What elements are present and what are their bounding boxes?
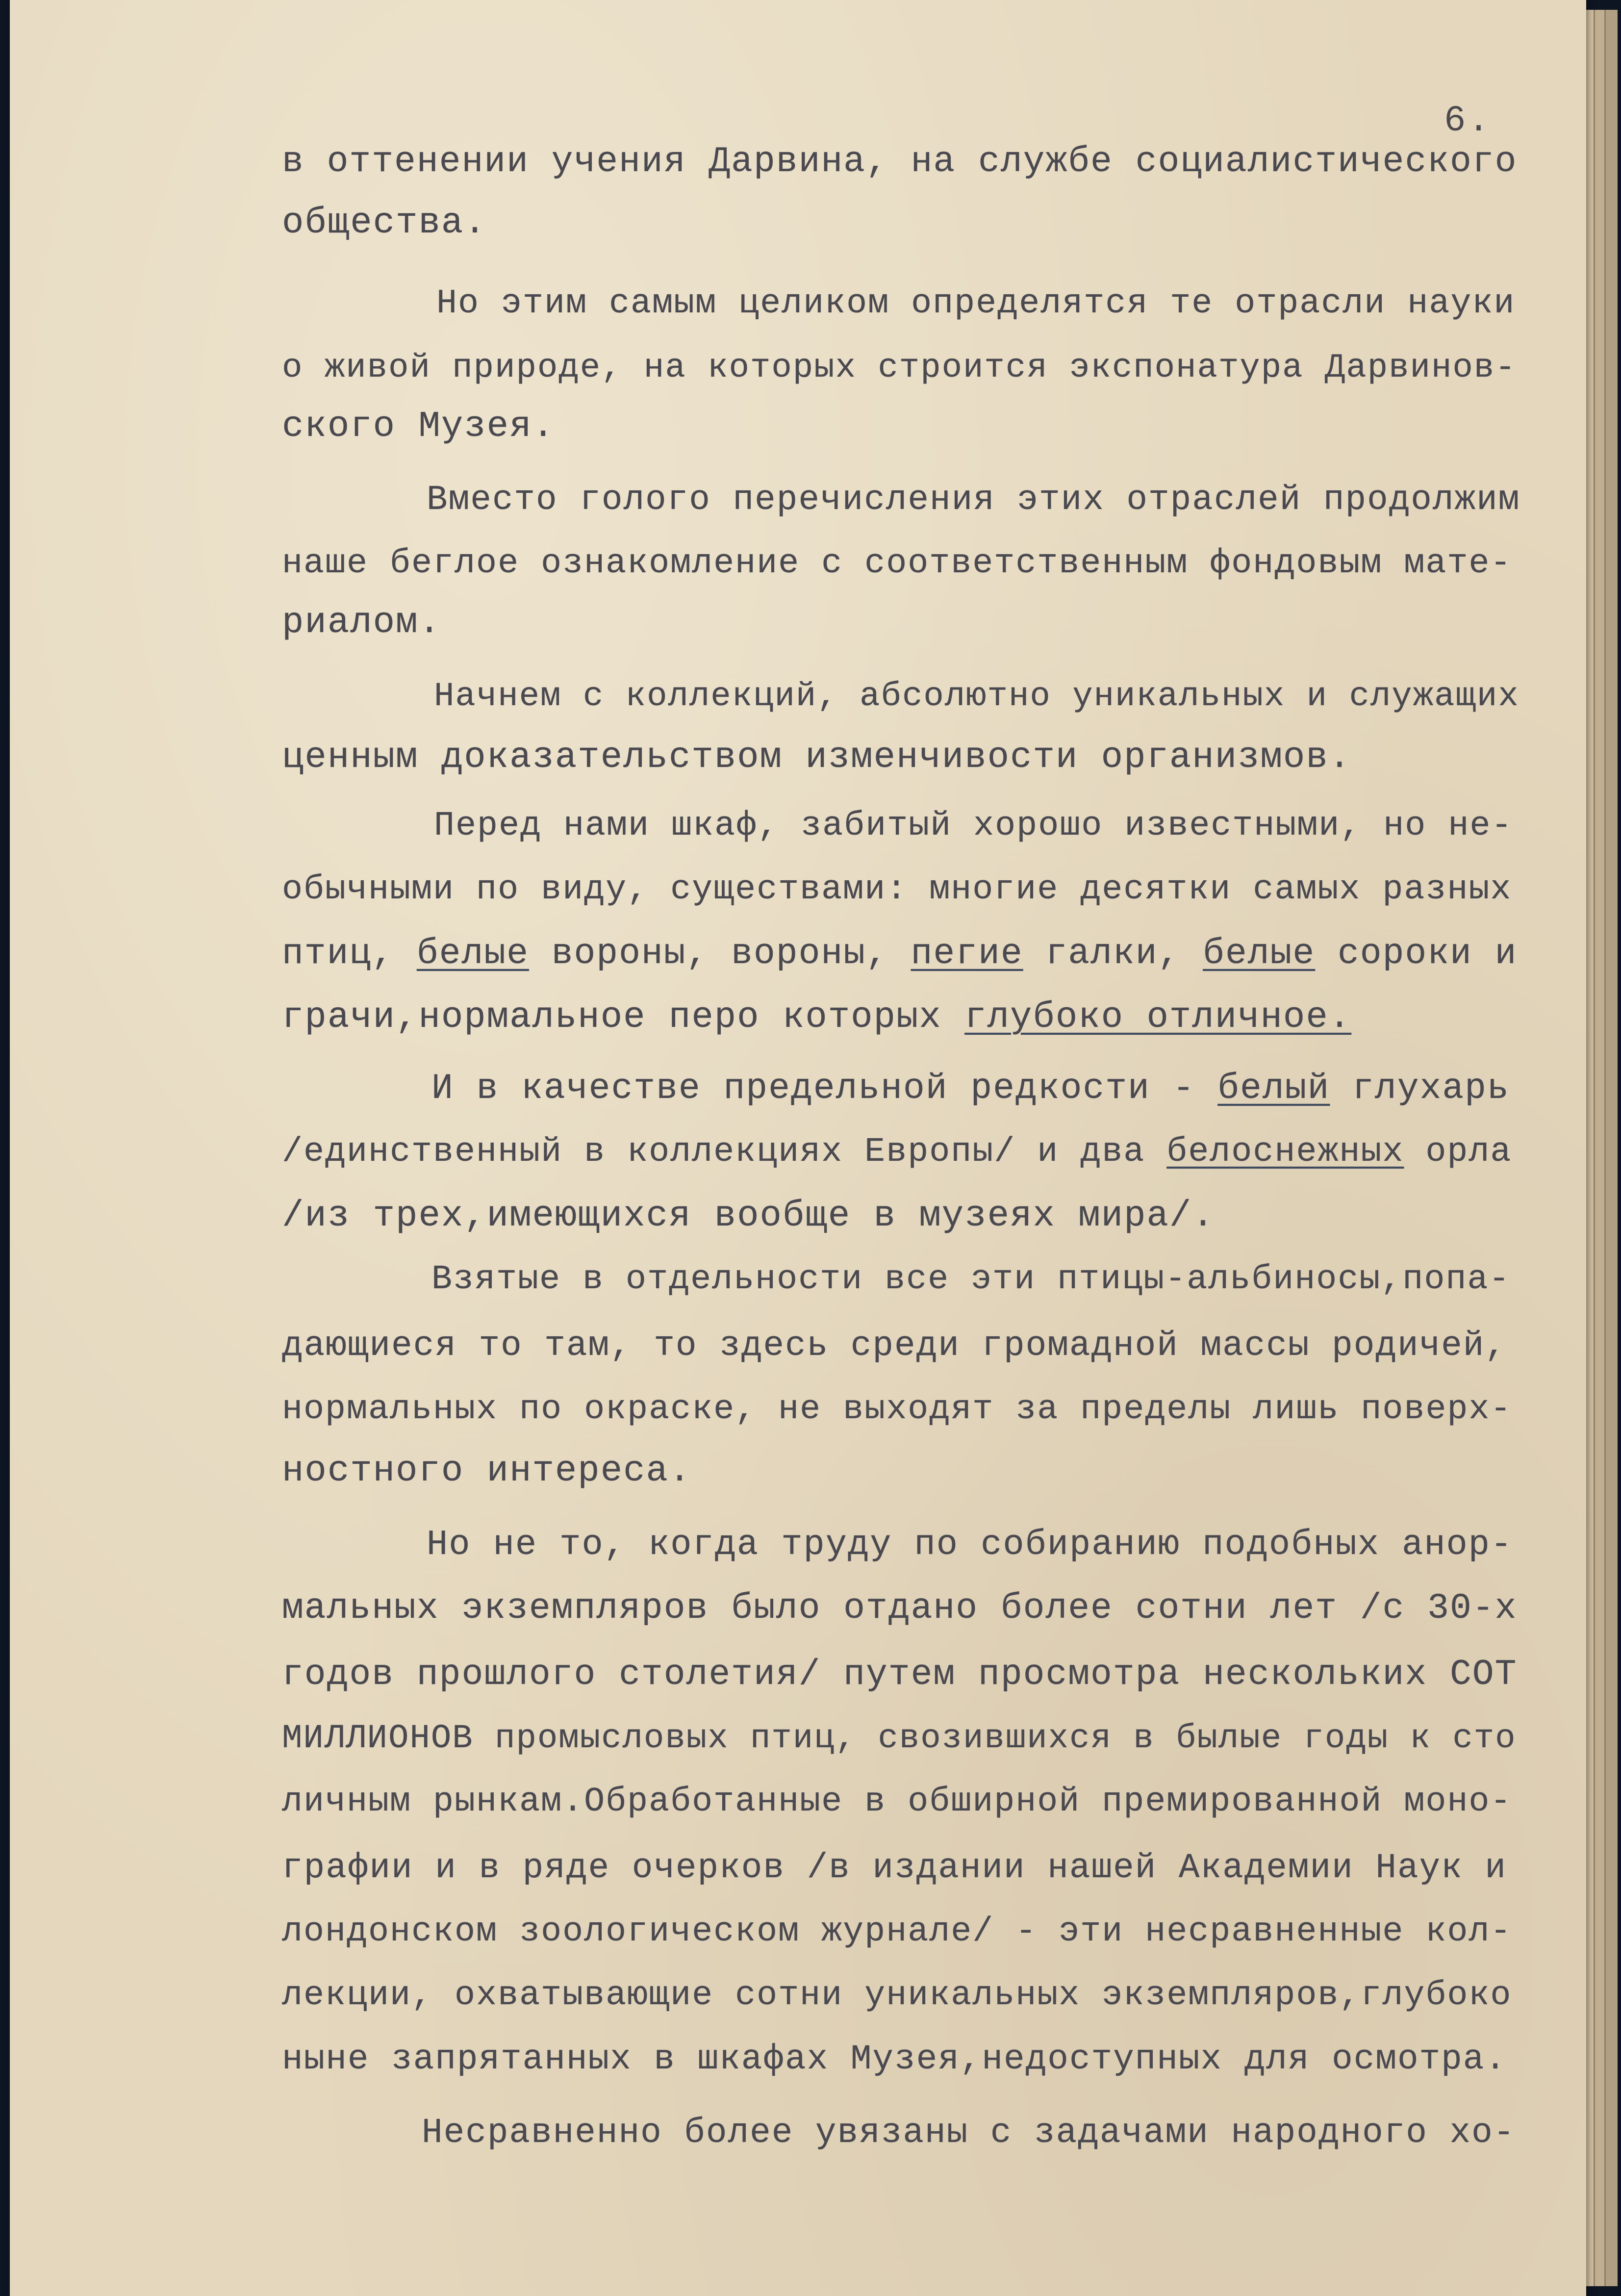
text-line: ныне запрятанных в шкафах Музея,недоступных для осмотра.	[282, 2040, 1507, 2079]
text-line: риалом.	[282, 602, 441, 643]
underlined-word: белый	[1217, 1068, 1330, 1109]
text-line: /из трех,имеющихся вообще в музеях мира/.	[282, 1196, 1215, 1237]
text-line: Несравненно более увязаны с задачами народного хо-	[422, 2114, 1516, 2153]
underlined-word: белые	[416, 933, 529, 974]
text-line: личным рынкам.Обработанные в обширной премированной моно-	[282, 1783, 1512, 1821]
text-line: /единственный в коллекциях Европы/ и два белоснежных орла	[282, 1133, 1512, 1172]
text-line: Начнем с коллекций, абсолютно уникальных и служащих	[434, 677, 1520, 715]
underlined-word: пегие	[911, 933, 1023, 974]
text-line: Вместо голого перечисления этих отраслей продолжим	[427, 481, 1520, 520]
text-line: нормальных по окраске, не выходят за пределы лишь поверх-	[282, 1390, 1512, 1429]
text-line: ностного интереса.	[282, 1451, 692, 1492]
text-line: птиц, белые вороны, вороны, пегие галки, белые сороки и	[282, 933, 1518, 974]
text-line: в оттенении учения Дарвина, на службе социалистического	[282, 141, 1518, 182]
text-line: наше беглое ознакомление с соответственным фондовым мате-	[282, 544, 1512, 583]
text-line: Но не то, когда труду по собиранию подобных анор-	[427, 1525, 1513, 1565]
text-line: обычными по виду, существами: многие десятки самых разных	[282, 870, 1512, 909]
text-line: Но этим самым целиком определятся те отрасли науки	[436, 284, 1516, 323]
text-line: ского Музея.	[282, 406, 555, 447]
text-line: Взятые в отдельности все эти птицы-альбиносы,попа-	[431, 1260, 1511, 1299]
page-edge-front	[1604, 10, 1618, 2286]
underlined-word: белые	[1203, 933, 1316, 974]
text-line: мальных экземпляров было отдано более сотни лет /с 30-х	[282, 1588, 1518, 1629]
text-line: лекции, охватывающие сотни уникальных экземпляров,глубоко	[282, 1976, 1512, 2015]
text-line: Перед нами шкаф, забитый хорошо известными, но не-	[434, 807, 1513, 845]
text-line: о живой природе, на которых строится экспонатура Дарвинов-	[282, 349, 1517, 387]
document-page	[10, 0, 1586, 2296]
text-line: графии и в ряде очерков /в издании нашей Академии Наук и	[282, 1849, 1507, 1888]
text-line: дающиеся то там, то здесь среди громадной массы родичей,	[282, 1327, 1507, 1366]
text-line: И в качестве предельной редкости - белый глухарь	[431, 1068, 1510, 1109]
underlined-word: белоснежных	[1166, 1133, 1404, 1172]
text-line: лондонском зоологическом журнале/ - эти несравненные кол-	[282, 1913, 1512, 1951]
text-line: общества.	[282, 203, 487, 244]
text-line: грачи,нормальное перо которых глубоко отличное.	[282, 997, 1352, 1038]
text-line: ценным доказательством изменчивости организмов.	[282, 737, 1352, 778]
underlined-word: глубоко отличное.	[964, 997, 1352, 1038]
page-number: 6.	[1444, 101, 1492, 142]
text-line: годов прошлого столетия/ путем просмотра нескольких СОТ	[282, 1654, 1518, 1695]
text-line: МИЛЛИОНОВ промысловых птиц, свозившихся в былые годы к сто	[282, 1719, 1517, 1758]
